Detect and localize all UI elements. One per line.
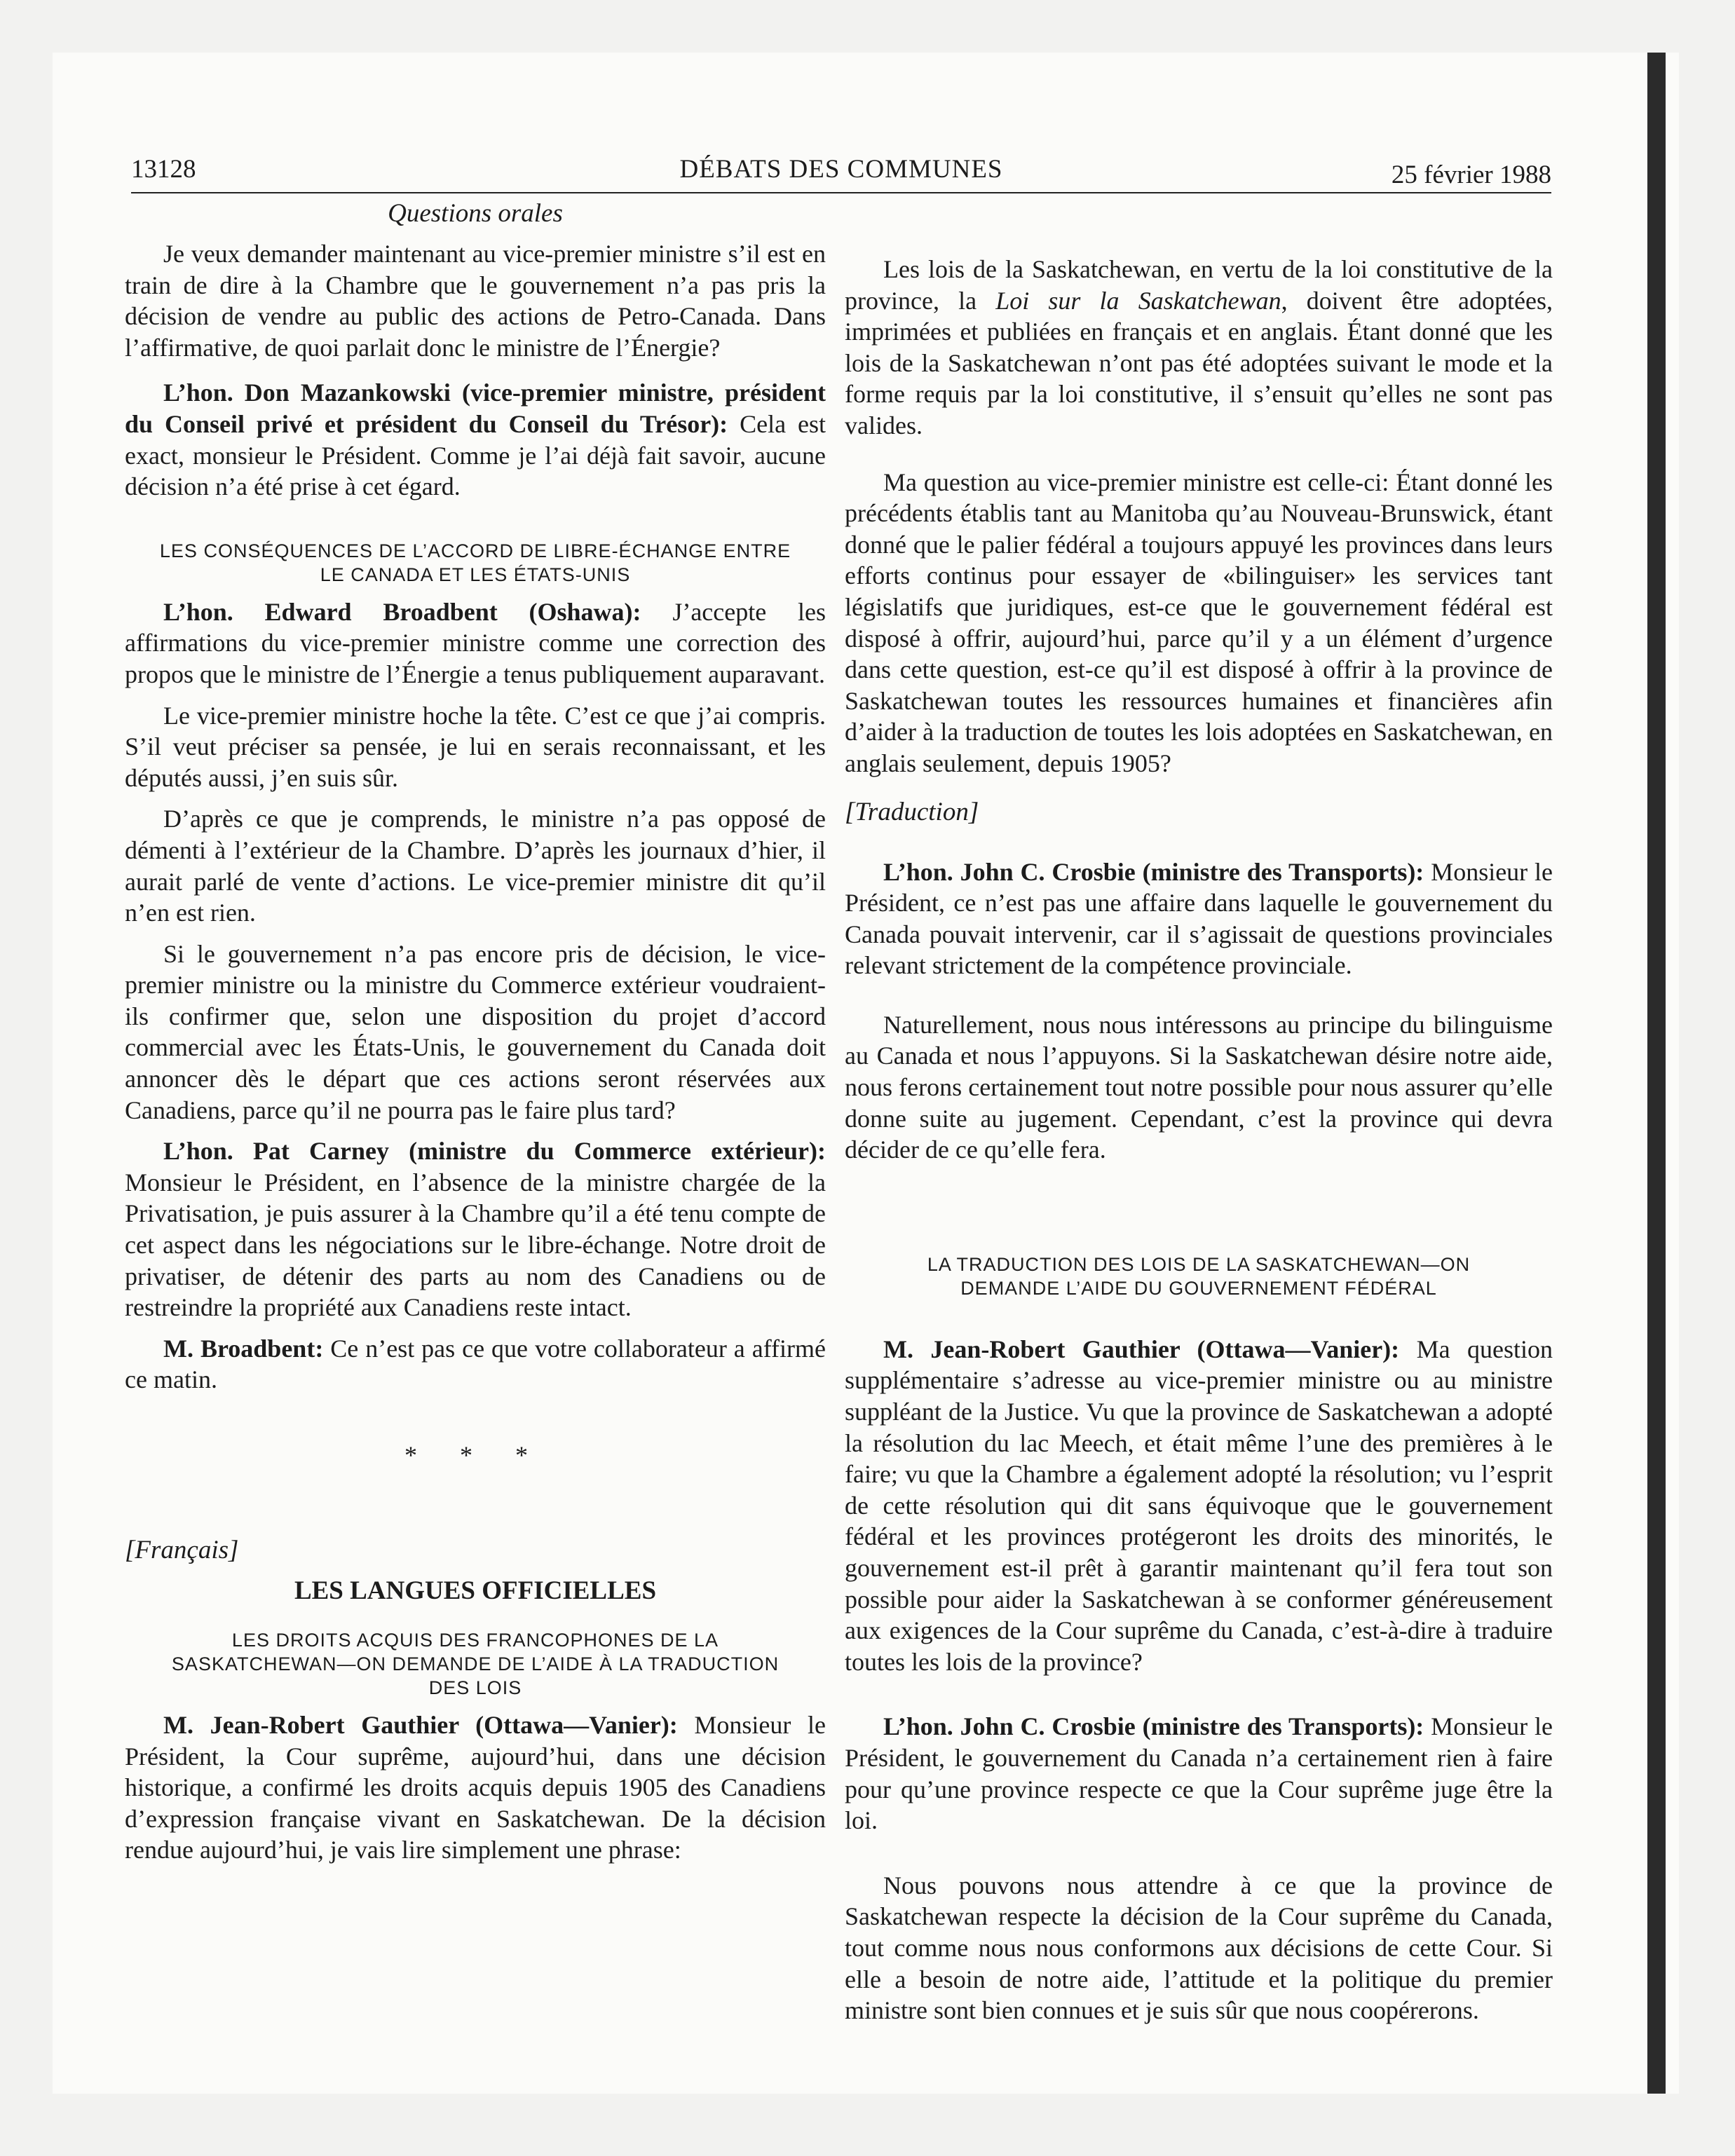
speech-mazankowski [125,377,826,502]
journal-title: DÉBATS DES COMMUNES [679,155,1003,184]
speech-crosbie [845,1711,1553,1836]
issue-date: 25 février 1988 [1391,161,1551,189]
page-number: 13128 [131,155,196,184]
speech-text: Monsieur le Président, en l’absence de la ministre chargée de la Privatisation, je puis assurer à la Chambre qu’il a été tenu compte de cet aspect dans les négociations sur le libre-échange. Notre droit de privatiser, de détenir des parts au nom des Canadiens ou de restreindre la propriété aux Canadiens reste intact. [125,1168,826,1322]
section-heading-line: DES LOIS [428,1677,522,1698]
paragraph: Ma question au vice-premier ministre est celle-ci: Étant donné les précédents établis tant au Manitoba qu’au Nouveau-Brunswick, étant donné que le palier fédéral a toujours appuyé les provinces dans leurs efforts continus pour essayer de «bilinguiser» les services tant législatifs que juridiques, est-ce que le gouvernement fédéral est disposé à offrir, aujourd’hui, parce qu’il y a un élément d’urgence dans cette question, est-ce qu’il est disposé à offrir à la province de Saskatchewan toutes les ressources humaines et financières afin d’aider à la traduction de toutes les lois adoptées en Saskatchewan, en anglais seulement, depuis 1905? [845,468,1553,777]
speaker-name: L’hon. Edward Broadbent (Oshawa): [163,597,641,626]
speaker-name: M. Jean-Robert Gauthier (Ottawa—Vanier): [163,1711,678,1739]
language-marker: [Français] [125,1536,239,1564]
speech-gauthier [845,1334,1553,1678]
quote-text: Les lois de la Saskatchewan, en vertu de la loi constitutive de la province, la [845,255,1553,315]
speech-text: Monsieur le Président, ce n’est pas une affaire dans laquelle le gouvernement du Canada pouvait intervenir, car il s’agissait de questions provinciales relevant strictement de la compétence provinciale. [845,857,1553,980]
speech-crosbie [845,857,1553,981]
speech-broadbent [125,596,826,690]
paragraph: Si le gouvernement n’a pas encore pris de décision, le vice-premier ministre ou la ministre du Commerce extérieur voudraient-ils confirmer que, selon une disposition du projet d’accord commercial avec les États-Unis, le gouvernement du Canada doit annoncer dès le départ que ces actions seront réservées aux Canadiens, parce qu’il ne pourra pas le faire plus tard? [125,939,826,1124]
speech-text: Ma question supplémentaire s’adresse au vice-premier ministre ou au ministre suppléant de la Justice. Vu que la province de Saskatchewan a adopté la résolution du lac Meech, et était même l’une des premières à le faire; vu que la Chambre a également adopté la résolution; vu l’esprit de cette résolution qui dit sans équivoque que le gouvernement fédéral et les provinces protégeront les droits des minorités, le gouvernement est-il prêt à garantir maintenant qu’il fera tout son possible pour aider la Saskatchewan à se conformer généreusement aux exigences de la Cour suprême du Canada, c’est-à-dire à traduire toutes les lois de la province? [845,1335,1553,1676]
paragraph: Le vice-premier ministre hoche la tête. C’est ce que j’ai compris. S’il veut préciser sa pensée, je lui en serais reconnaissant, et les députés aussi, j’en suis sûr. [125,701,826,792]
speaker-name: L’hon. Don Mazankowski (vice-premier ministre, président du Conseil privé et président du Conseil du Trésor): [125,378,826,438]
paragraph: Je veux demander maintenant au vice-premier ministre s’il est en train de dire à la Chambre que le gouvernement n’a pas pris la décision de vendre au public des actions de Petro-Canada. Dans l’affirmative, de quoi parlait donc le ministre de l’Énergie? [125,240,826,362]
speaker-name: L’hon. John C. Crosbie (ministre des Transports): [883,857,1424,886]
speech-gauthier [125,1710,826,1866]
section-heading-line: LES CONSÉQUENCES DE L’ACCORD DE LIBRE-ÉCHANGE ENTRE [159,540,791,561]
speech-broadbent-reply [125,1333,826,1396]
paragraph: D’après ce que je comprends, le ministre n’a pas opposé de démenti à l’extérieur de la Chambre. D’après les journaux d’hier, il aurait parlé de vente d’actions. Le vice-premier ministre dit qu’il n’en est rien. [125,805,826,927]
speaker-name: L’hon. John C. Crosbie (ministre des Transports): [883,1712,1424,1741]
speech-text: Cela est exact, monsieur le Président. Comme je l’ai déjà fait savoir, aucune décision n’a été prise à cet égard. [125,409,826,501]
right-column [845,198,1553,2048]
court-decision-quote [845,254,1553,442]
section-separator: * * * [404,1441,546,1469]
section-heading-line: LE CANADA ET LES ÉTATS-UNIS [320,564,631,585]
language-marker: [Traduction] [845,797,979,826]
speech-carney [125,1135,826,1323]
scan-edge-shadow [1647,53,1666,2094]
speaker-name: M. Jean-Robert Gauthier (Ottawa—Vanier): [883,1335,1400,1363]
page-header [131,147,1551,193]
paragraph: Naturellement, nous nous intéressons au principe du bilinguisme au Canada et nous l’appuyons. Si la Saskatchewan désire notre aide, nous ferons certainement tout notre possible pour nous assurer qu’elle donne suite au jugement. Cependant, c’est la province qui devra décider de ce qu’elle fera. [845,1010,1553,1164]
speech-text: Monsieur le Président, la Cour suprême, aujourd’hui, dans une décision historique, a confirmé les droits acquis depuis 1905 des Canadiens d’expression française vivant en Saskatchewan. De la décision rendue aujourd’hui, je vais lire simplement une phrase: [125,1711,826,1864]
section-heading-line: LES DROITS ACQUIS DES FRANCOPHONES DE LA [231,1630,719,1651]
section-heading-line: SASKATCHEWAN—ON DEMANDE DE L’AIDE À LA TRADUCTION [171,1653,780,1674]
speech-text: Ce n’est pas ce que votre collaborateur a affirmé ce matin. [125,1334,826,1394]
speaker-name: M. Broadbent: [163,1334,324,1363]
paragraph: Nous pouvons nous attendre à ce que la province de Saskatchewan respecte la décision de la Cour suprême du Canada, tout comme nous nous conformons aux décisions de cette Cour. Si elle a besoin de notre aide, l’attitude et la politique du premier ministre sont bien connues et je suis sûr que nous coopérerons. [845,1871,1553,2025]
left-column [125,198,826,2048]
speech-text: J’accepte les affirmations du vice-premier ministre comme une correction des propos que le ministre de l’Énergie a tenus publiquement auparavant. [125,597,826,688]
quote-law-title: Loi sur la Saskatchewan [995,286,1281,315]
speaker-name: L’hon. Pat Carney (ministre du Commerce extérieur): [163,1137,826,1166]
quote-text: , doivent être adoptées, imprimées et publiées en français et en anglais. Étant donné que les lois de la Saskatchewan n’ont pas été adoptées suivant le mode et la forme requis par la loi constitutive, il s’ensuit qu’elles ne sont pas valides. [845,286,1553,439]
running-head: Questions orales [388,199,563,228]
main-heading: LES LANGUES OFFICIELLES [294,1576,657,1605]
section-heading-line: LA TRADUCTION DES LOIS DE LA SASKATCHEWAN—ON [927,1253,1471,1275]
speech-text: Monsieur le Président, le gouvernement du Canada n’a certainement rien à faire pour qu’une province respecte ce que la Cour suprême juge être la loi. [845,1712,1553,1835]
section-heading-line: DEMANDE L’AIDE DU GOUVERNEMENT FÉDÉRAL [960,1277,1437,1299]
